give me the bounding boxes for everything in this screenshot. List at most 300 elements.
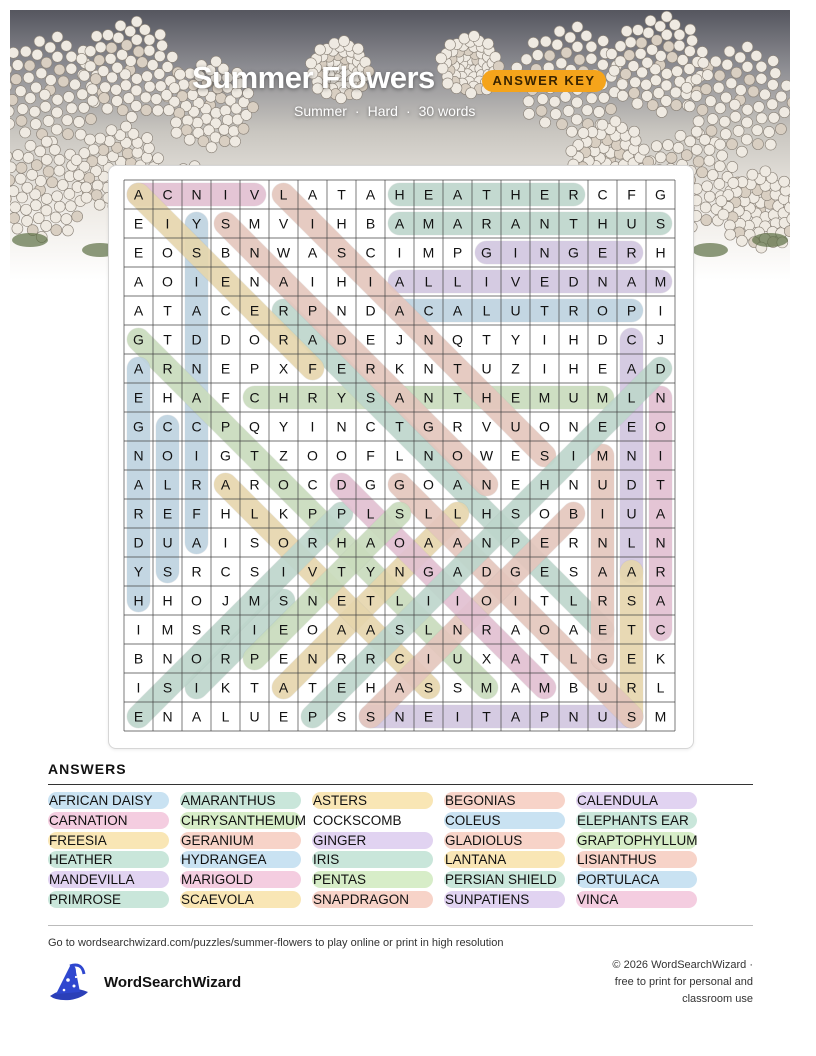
grid-letter: D [568,273,579,290]
grid-letter: A [220,476,231,493]
grid-letter: O [278,534,289,551]
grid-letter: S [365,708,376,725]
grid-letter: P [510,534,521,551]
grid-letter: D [191,331,202,348]
grid-letter: P [307,505,318,522]
grid-letter: A [394,302,405,319]
grid-letter: B [568,505,579,522]
grid-letter: N [394,563,405,580]
grid-letter: E [278,650,289,667]
grid-letter: E [278,708,289,725]
grid-letter: B [133,650,144,667]
grid-letter: T [482,186,491,203]
answer-word: HYDRANGEA [180,851,301,868]
answer-word: LANTANA [444,851,565,868]
grid-letter: N [249,244,260,261]
grid-letter: U [626,505,637,522]
grid-letter: I [455,592,460,609]
grid-letter: N [307,650,318,667]
grid-letter: A [133,273,144,290]
grid-letter: O [539,418,550,435]
grid-letter: C [423,302,434,319]
grid-letter: I [194,679,199,696]
grid-letter: R [336,650,347,667]
grid-letter: E [336,679,347,696]
grid-letter: R [220,650,231,667]
grid-letter: R [249,476,260,493]
grid-letter: A [191,708,202,725]
grid-letter: I [658,447,663,464]
grid-letter: R [365,650,376,667]
grid-letter: Y [133,563,144,580]
answer-word: GRAPTOPHYLLUM [577,832,698,848]
grid-letter: M [596,389,609,406]
grid-letter: B [220,244,231,261]
grid-letter: I [310,418,315,435]
grid-letter: T [540,650,549,667]
grid-letter: T [337,563,346,580]
grid-letter: N [336,418,347,435]
grid-letter: E [220,360,231,377]
grid-letter: U [568,389,579,406]
copyright-line: classroom use [682,993,753,1005]
grid-letter: A [365,621,376,638]
grid-letter: E [539,534,550,551]
grid-letter: T [395,418,404,435]
grid-letter: C [365,244,376,261]
answer-key-badge: ANSWER KEY [482,70,606,92]
grid-letter: A [452,215,463,232]
grid-letter: N [452,621,463,638]
grid-letter: O [191,592,202,609]
grid-letter: M [422,244,435,261]
grid-letter: I [165,215,170,232]
grid-letter: N [162,708,173,725]
grid-letter: R [626,244,637,261]
grid-letter: I [136,679,141,696]
grid-letter: E [336,360,347,377]
grid-letter: M [480,679,493,696]
grid-letter: K [394,360,405,377]
grid-letter: H [336,215,347,232]
grid-letter: M [161,621,174,638]
grid-letter: C [626,331,637,348]
grid-letter: T [540,302,549,319]
grid-letter: A [510,708,521,725]
grid-letter: H [568,331,579,348]
grid-letter: O [162,273,173,290]
grid-letter: O [452,447,463,464]
grid-letter: A [191,534,202,551]
grid-letter: E [249,302,260,319]
grid-letter: W [479,447,494,464]
answer-word: CARNATION [48,812,169,829]
grid-letter: M [538,389,551,406]
grid-letter: T [366,592,375,609]
grid-letter: A [452,534,463,551]
grid-letter: R [655,563,666,580]
grid-letter: E [365,331,376,348]
grid-letter: B [568,679,579,696]
answer-word: CHRYSANTHEMUM [181,812,307,828]
grid-letter: G [394,476,405,493]
copyright-line: free to print for personal and [614,976,753,988]
grid-letter: C [220,302,231,319]
grid-letter: S [423,679,434,696]
grid-letter: H [655,244,666,261]
answer-word: ASTERS [312,792,433,809]
grid-letter: M [248,592,261,609]
grid-letter: S [278,592,289,609]
grid-letter: Q [452,331,463,348]
grid-letter: R [220,621,231,638]
grid-letter: A [510,621,521,638]
grid-letter: O [597,302,608,319]
grid-letter: S [539,447,550,464]
grid-letter: T [482,331,491,348]
grid-letter: R [278,302,289,319]
grid-letter: S [191,244,202,261]
grid-letter: G [510,563,521,580]
grid-letter: X [481,650,492,667]
grid-letter: R [597,592,608,609]
grid-letter: L [424,505,433,522]
grid-letter: R [278,331,289,348]
grid-letter: V [307,563,318,580]
grid-letter: L [163,476,172,493]
answer-word: SUNPATIENS [444,891,565,908]
grid-letter: L [627,389,636,406]
grid-letter: T [250,679,259,696]
grid-letter: C [162,186,173,203]
grid-letter: E [220,273,231,290]
grid-letter: P [539,708,550,725]
grid-letter: E [133,708,144,725]
answer-word: MANDEVILLA [48,871,169,888]
grid-letter: H [481,505,492,522]
grid-letter: H [394,186,405,203]
grid-letter: A [191,302,202,319]
grid-letter: N [568,476,579,493]
grid-letter: A [365,186,376,203]
grid-letter: A [626,563,637,580]
grid-letter: L [627,534,636,551]
grid-letter: M [596,447,609,464]
grid-letter: I [513,244,518,261]
grid-letter: A [452,186,463,203]
grid-letter: L [656,679,665,696]
grid-letter: O [191,650,202,667]
grid-letter: A [655,592,666,609]
grid-letter: J [222,592,229,609]
grid-letter: R [452,418,463,435]
grid-letter: U [597,679,608,696]
grid-letter: G [220,447,231,464]
answer-word: BEGONIAS [444,792,565,809]
grid-letter: A [423,534,434,551]
grid-letter: N [133,447,144,464]
grid-letter: F [308,360,317,377]
grid-letter: C [655,621,666,638]
copyright-line: © 2026 WordSearchWizard · [612,959,753,971]
grid-letter: I [571,447,576,464]
grid-letter: G [133,418,144,435]
grid-letter: A [191,389,202,406]
answer-word: PORTULACA [576,871,697,888]
grid-letter: H [220,505,231,522]
grid-letter: I [600,505,605,522]
grid-letter: A [278,273,289,290]
grid-letter: P [220,418,231,435]
grid-letter: T [656,476,665,493]
grid-letter: H [278,389,289,406]
grid-letter: M [538,679,551,696]
grid-letter: N [249,273,260,290]
grid-letter: E [539,563,550,580]
grid-letter: O [539,505,550,522]
answer-word: PENTAS [312,871,433,888]
grid-letter: A [307,186,318,203]
answer-word: SNAPDRAGON [312,891,433,908]
grid-letter: L [424,621,433,638]
grid-letter: P [249,650,260,667]
grid-letter: E [133,244,144,261]
grid-letter: I [223,534,228,551]
grid-letter: M [248,215,261,232]
grid-letter: I [310,273,315,290]
divider [48,925,753,926]
grid-letter: T [163,331,172,348]
grid-letter: M [654,708,667,725]
grid-letter: N [394,708,405,725]
grid-letter: I [455,708,460,725]
grid-letter: U [510,302,521,319]
grid-letter: C [394,650,405,667]
grid-letter: I [513,592,518,609]
grid-letter: O [249,331,260,348]
grid-letter: C [365,418,376,435]
grid-letter: P [452,244,463,261]
grid-letter: G [423,563,434,580]
grid-letter: N [191,360,202,377]
answer-word: CALENDULA [576,792,697,809]
grid-letter: Y [365,563,376,580]
grid-letter: G [133,331,144,348]
grid-letter: C [191,418,202,435]
grid-letter: R [568,534,579,551]
grid-letter: L [453,273,462,290]
grid-letter: L [395,592,404,609]
grid-letter: U [481,360,492,377]
grid-letter: F [366,447,375,464]
grid-letter: E [423,186,434,203]
grid-letter: G [597,650,608,667]
grid-letter: A [452,302,463,319]
grid-letter: G [365,476,376,493]
grid-letter: N [568,418,579,435]
grid-letter: A [394,389,405,406]
grid-letter: Y [510,331,521,348]
grid-letter: G [568,244,579,261]
grid-letter: R [191,476,202,493]
answers-heading: ANSWERS [48,761,127,777]
grid-letter: D [220,331,231,348]
grid-letter: D [133,534,144,551]
grid-letter: O [336,447,347,464]
grid-letter: K [278,505,289,522]
grid-letter: I [223,186,228,203]
grid-letter: C [307,476,318,493]
grid-letter: Y [191,215,202,232]
grid-letter: E [133,389,144,406]
answer-word: HEATHER [48,851,169,868]
grid-letter: A [568,621,579,638]
answer-word: AMARANTHUS [180,792,301,809]
grid-letter: A [394,273,405,290]
grid-letter: A [278,679,289,696]
puzzle-meta: Summer · Hard · 30 words [294,103,476,119]
grid-letter: E [597,244,608,261]
grid-letter: W [276,244,291,261]
footer-link[interactable]: Go to wordsearchwizard.com/puzzles/summer-flowers to play online or print in high resolution [48,937,504,949]
wizard-hat-icon [46,962,92,1004]
grid-letter: L [569,650,578,667]
grid-letter: H [162,389,173,406]
grid-letter: K [220,679,231,696]
grid-letter: S [336,244,347,261]
grid-letter: A [133,302,144,319]
grid-letter: F [221,389,230,406]
grid-letter: N [539,215,550,232]
grid-letter: H [481,389,492,406]
grid-letter: I [281,563,286,580]
grid-letter: A [307,244,318,261]
answer-word: COLEUS [444,812,565,829]
difficulty-label: Hard [367,103,398,119]
grid-letter: Z [279,447,288,464]
grid-letter: Y [336,389,347,406]
grid-letter: E [597,360,608,377]
grid-letter: M [654,273,667,290]
grid-letter: N [423,331,434,348]
grid-letter: A [452,563,463,580]
grid-letter: O [162,447,173,464]
grid-letter: E [162,505,173,522]
grid-letter: H [597,215,608,232]
grid-letter: E [336,592,347,609]
answer-word: PRIMROSE [48,891,169,908]
grid-letter: Y [278,418,289,435]
grid-letter: L [453,505,462,522]
grid-letter: E [626,650,637,667]
grid-letter: U [597,476,608,493]
grid-letter: O [655,418,666,435]
answer-word: PERSIAN SHIELD [444,871,565,888]
grid-letter: G [655,186,666,203]
grid-letter: S [162,563,173,580]
grid-letter: S [220,215,231,232]
grid-letter: E [626,418,637,435]
grid-letter: P [336,505,347,522]
grid-letter: A [365,534,376,551]
grid-letter: L [221,708,230,725]
grid-letter: F [192,505,201,522]
grid-letter: A [510,679,521,696]
grid-letter: T [569,215,578,232]
grid-letter: P [307,302,318,319]
copyright [553,957,753,1008]
grid-letter: R [568,302,579,319]
grid-letter: S [365,389,376,406]
grid-letter: E [278,621,289,638]
grid-letter: U [510,418,521,435]
answer-word: VINCA [576,891,697,908]
grid-letter: I [658,302,663,319]
grid-letter: K [655,650,666,667]
grid-letter: E [510,476,521,493]
grid-letter: N [655,534,666,551]
word-count-label: 30 words [418,103,476,119]
grid-letter: J [396,331,403,348]
grid-letter: N [307,592,318,609]
grid-letter: P [626,302,637,319]
grid-letter: J [657,331,664,348]
grid-letter: I [310,215,315,232]
grid-letter: H [162,592,173,609]
grid-letter: G [481,244,492,261]
grid-letter: A [394,215,405,232]
grid-letter: P [307,708,318,725]
grid-letter: A [510,650,521,667]
word-search-grid [123,179,677,733]
grid-letter: I [194,447,199,464]
grid-letter: H [336,273,347,290]
grid-letter: D [597,331,608,348]
grid-letter: A [133,476,144,493]
grid-letter: E [510,447,521,464]
answer-word: AFRICAN DAISY [48,792,169,809]
grid-letter: T [453,360,462,377]
grid-letter: I [397,244,402,261]
grid-letter: I [542,331,547,348]
grid-letter: R [626,679,637,696]
grid-letter: S [191,621,202,638]
grid-letter: N [481,476,492,493]
grid-letter: A [597,563,608,580]
grid-letter: A [626,273,637,290]
grid-letter: R [568,186,579,203]
grid-letter: L [366,505,375,522]
grid-letter: A [452,476,463,493]
grid-letter: I [484,273,489,290]
grid-letter: H [365,679,376,696]
answer-word: COCKSCOMB [312,812,433,829]
grid-letter: R [481,621,492,638]
grid-letter: U [626,215,637,232]
grid-letter: L [279,186,288,203]
grid-letter: C [220,563,231,580]
grid-letter: B [365,215,376,232]
grid-letter: S [394,621,405,638]
grid-letter: R [365,360,376,377]
grid-letter: L [250,505,259,522]
brand-name: WordSearchWizard [104,974,242,991]
grid-letter: A [133,360,144,377]
grid-letter: N [423,447,434,464]
answer-word: GINGER [312,832,433,849]
grid-letter: S [162,679,173,696]
answer-word: GLADIOLUS [444,832,565,849]
